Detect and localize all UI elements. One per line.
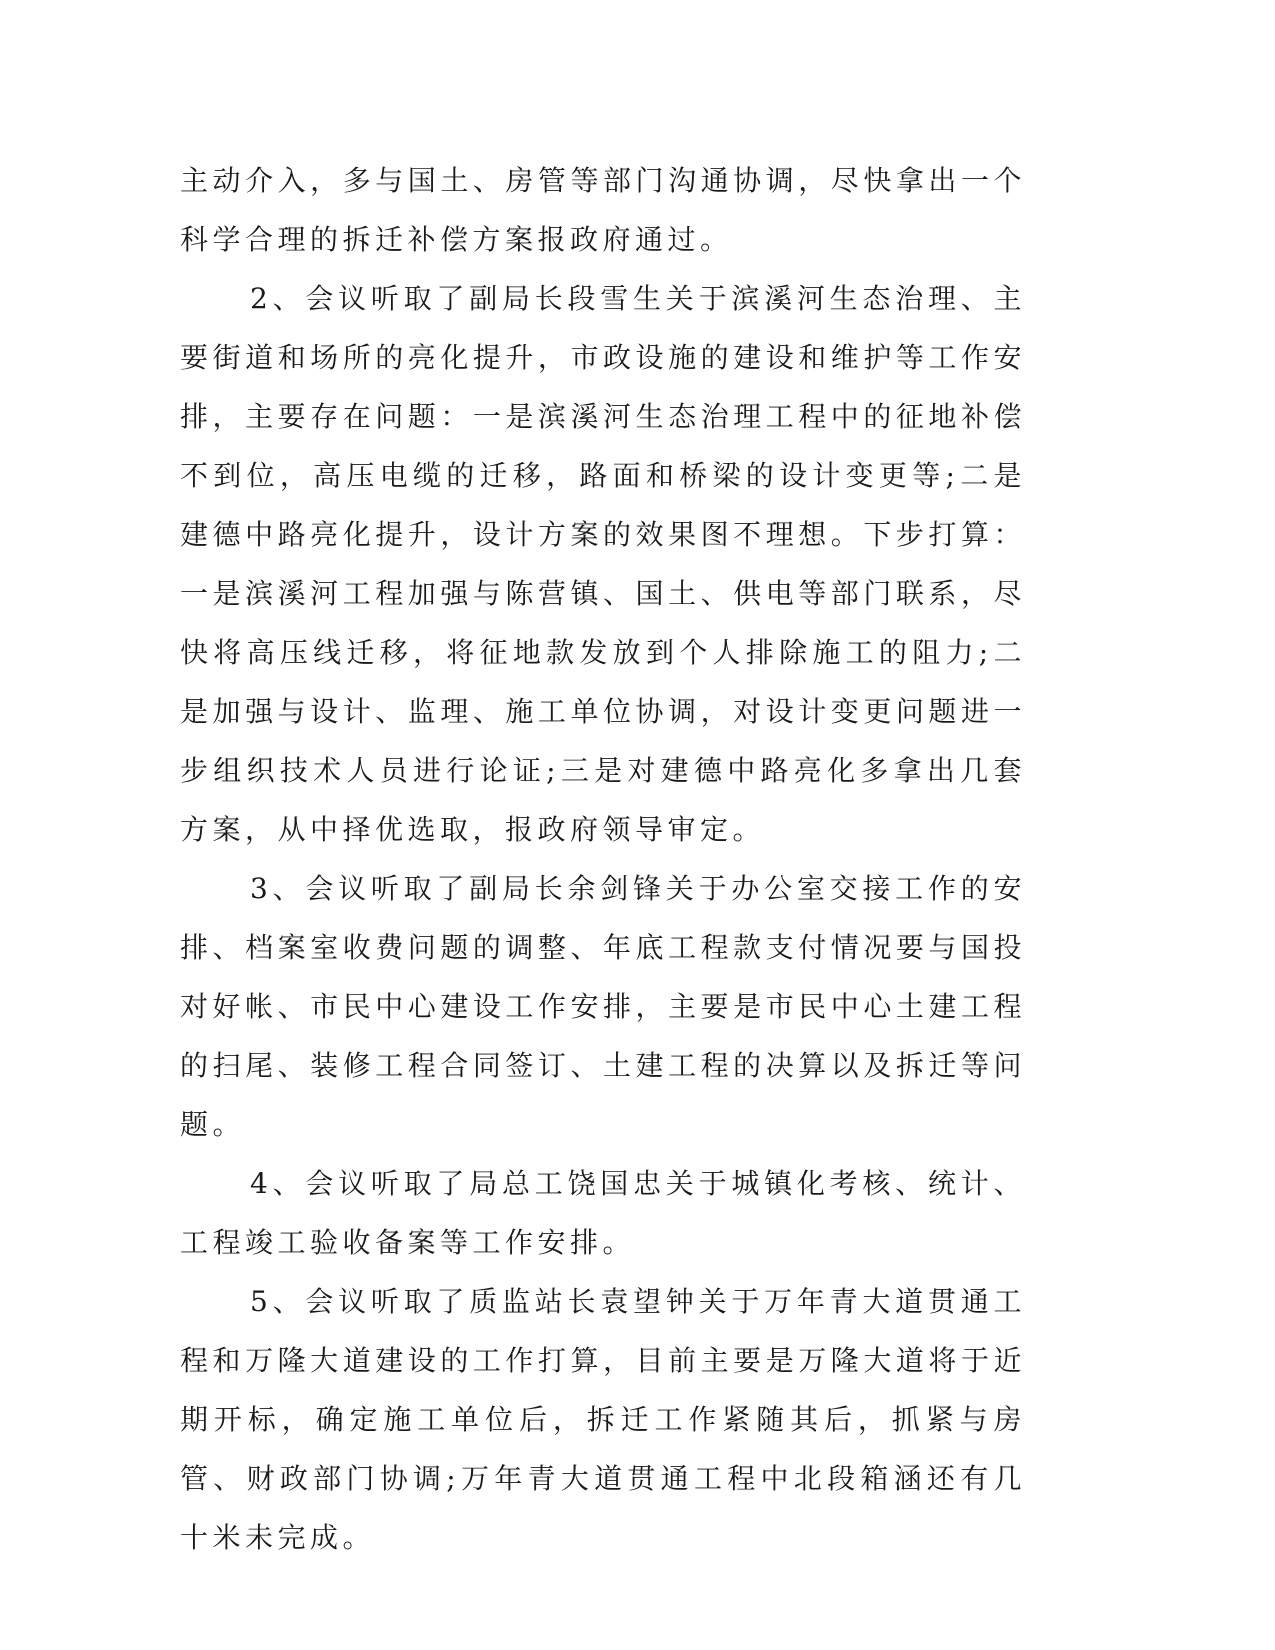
document-body bbox=[180, 151, 1026, 1567]
paragraph-continuation: 主动介入，多与国土、房管等部门沟通协调，尽快拿出一个科学合理的拆迁补偿方案报政府通过。 bbox=[180, 164, 1026, 256]
paragraph-item-5: 5、会议听取了质监站长袁望钟关于万年青大道贯通工程和万隆大道建设的工作打算，目前主要是万隆大道将于近期开标，确定施工单位后，拆迁工作紧随其后，抓紧与房管、财政部门协调;万年青大道贯通工程中北段箱涵还有几十米未完成。 bbox=[180, 1285, 1026, 1554]
paragraph-item-4: 4、会议听取了局总工饶国忠关于城镇化考核、统计、工程竣工验收备案等工作安排。 bbox=[180, 1167, 1026, 1259]
paragraph-item-2: 2、会议听取了副局长段雪生关于滨溪河生态治理、主要街道和场所的亮化提升，市政设施的建设和维护等工作安排，主要存在问题：一是滨溪河生态治理工程中的征地补偿不到位，高压电缆的迁移，路面和桥梁的设计变更等;二是建德中路亮化提升，设计方案的效果图不理想。下步打算：一是滨溪河工程加强与陈营镇、国土、供电等部门联系，尽快将高压线迁移，将征地款发放到个人排除施工的阻力;二是加强与设计、监理、施工单位协调，对设计变更问题进一步组织技术人员进行论证;三是对建德中路亮化多拿出几套方案，从中择优选取，报政府领导审定。 bbox=[180, 282, 1026, 846]
paragraph-item-3: 3、会议听取了副局长余剑锋关于办公室交接工作的安排、档案室收费问题的调整、年底工程款支付情况要与国投对好帐、市民中心建设工作安排，主要是市民中心土建工程的扫尾、装修工程合同签订、土建工程的决算以及拆迁等问题。 bbox=[180, 872, 1026, 1141]
